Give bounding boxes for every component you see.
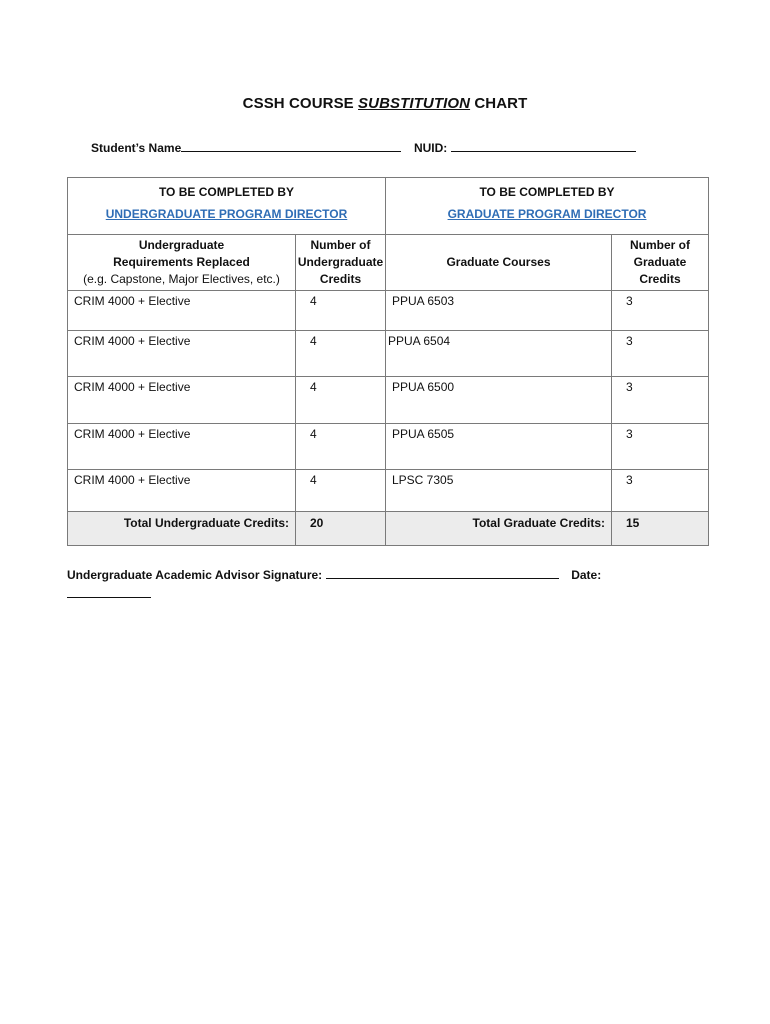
grad-credits-cell[interactable]: 3: [612, 424, 709, 470]
ug-credits-cell[interactable]: 4: [296, 377, 386, 424]
ug-total-label: Total Undergraduate Credits:: [68, 512, 296, 546]
grad-credits-line3: Credits: [639, 272, 681, 286]
ug-credits-line2: Undergraduate: [297, 255, 384, 269]
grad-credits-column-header: [612, 235, 709, 291]
ug-total-value[interactable]: 20: [296, 512, 386, 546]
advisor-signature-field[interactable]: [326, 567, 559, 579]
ug-requirement-cell[interactable]: CRIM 4000 + Elective: [68, 377, 296, 424]
grad-total-value[interactable]: 15: [612, 512, 709, 546]
ug-requirement-cell[interactable]: CRIM 4000 + Elective: [68, 331, 296, 377]
ug-header-line2: UNDERGRADUATE PROGRAM DIRECTOR: [105, 207, 348, 221]
nuid-label: NUID:: [413, 141, 448, 155]
grad-course-cell[interactable]: PPUA 6504: [386, 331, 612, 377]
grad-header-line2: GRADUATE PROGRAM DIRECTOR: [447, 207, 647, 221]
signature-line: [67, 567, 601, 582]
grad-courses-label: Graduate Courses: [446, 255, 551, 269]
student-name-label: Student’s Name: [91, 141, 182, 155]
advisor-signature-label: Undergraduate Academic Advisor Signature:: [67, 568, 323, 582]
grad-credits-cell[interactable]: 3: [612, 291, 709, 331]
date-line: [67, 586, 151, 601]
grad-course-cell[interactable]: PPUA 6505: [386, 424, 612, 470]
grad-credits-cell[interactable]: 3: [612, 470, 709, 512]
table-row: [68, 424, 709, 470]
ug-requirement-cell[interactable]: CRIM 4000 + Elective: [68, 424, 296, 470]
grad-credits-line2: Graduate: [633, 255, 687, 269]
graduate-director-header: [386, 178, 709, 235]
grad-credits-cell[interactable]: 3: [612, 377, 709, 424]
title-emphasis: SUBSTITUTION: [358, 95, 471, 112]
grad-total-label: Total Graduate Credits:: [386, 512, 612, 546]
nuid-field[interactable]: [451, 140, 636, 152]
title-part1: CSSH COURSE: [242, 95, 359, 112]
grad-header-line1: TO BE COMPLETED BY: [479, 185, 615, 199]
ug-credits-cell[interactable]: 4: [296, 470, 386, 512]
table-row: [68, 291, 709, 331]
ug-req-line2: Requirements Replaced: [113, 255, 250, 269]
grad-credits-line1: Number of: [630, 238, 690, 252]
table-row: [68, 331, 709, 377]
grad-credits-cell[interactable]: 3: [612, 331, 709, 377]
ug-req-line3: (e.g. Capstone, Major Electives, etc.): [83, 272, 280, 286]
ug-credits-column-header: [296, 235, 386, 291]
ug-header-line1: TO BE COMPLETED BY: [158, 185, 295, 199]
table-row: [68, 377, 709, 424]
grad-course-cell[interactable]: PPUA 6503: [386, 291, 612, 331]
undergraduate-director-header: [68, 178, 386, 235]
grad-courses-column-header: [386, 235, 612, 291]
ug-credits-line1: Number of: [310, 238, 371, 252]
page-title: [0, 95, 770, 112]
ug-req-line1: Undergraduate: [138, 238, 225, 252]
student-name-field[interactable]: [181, 140, 401, 152]
ug-credits-cell[interactable]: 4: [296, 424, 386, 470]
grad-course-cell[interactable]: PPUA 6500: [386, 377, 612, 424]
ug-requirements-column-header: [68, 235, 296, 291]
date-label: Date:: [571, 568, 602, 582]
ug-credits-line3: Credits: [319, 272, 362, 286]
ug-credits-cell[interactable]: 4: [296, 331, 386, 377]
student-info-line: [91, 140, 636, 155]
title-part2: CHART: [470, 95, 528, 112]
ug-credits-cell[interactable]: 4: [296, 291, 386, 331]
substitution-table: [67, 177, 709, 546]
ug-requirement-cell[interactable]: CRIM 4000 + Elective: [68, 470, 296, 512]
table-row: [68, 470, 709, 512]
date-field[interactable]: [67, 586, 151, 598]
grad-course-cell[interactable]: LPSC 7305: [386, 470, 612, 512]
totals-row: [68, 512, 709, 546]
ug-requirement-cell[interactable]: CRIM 4000 + Elective: [68, 291, 296, 331]
